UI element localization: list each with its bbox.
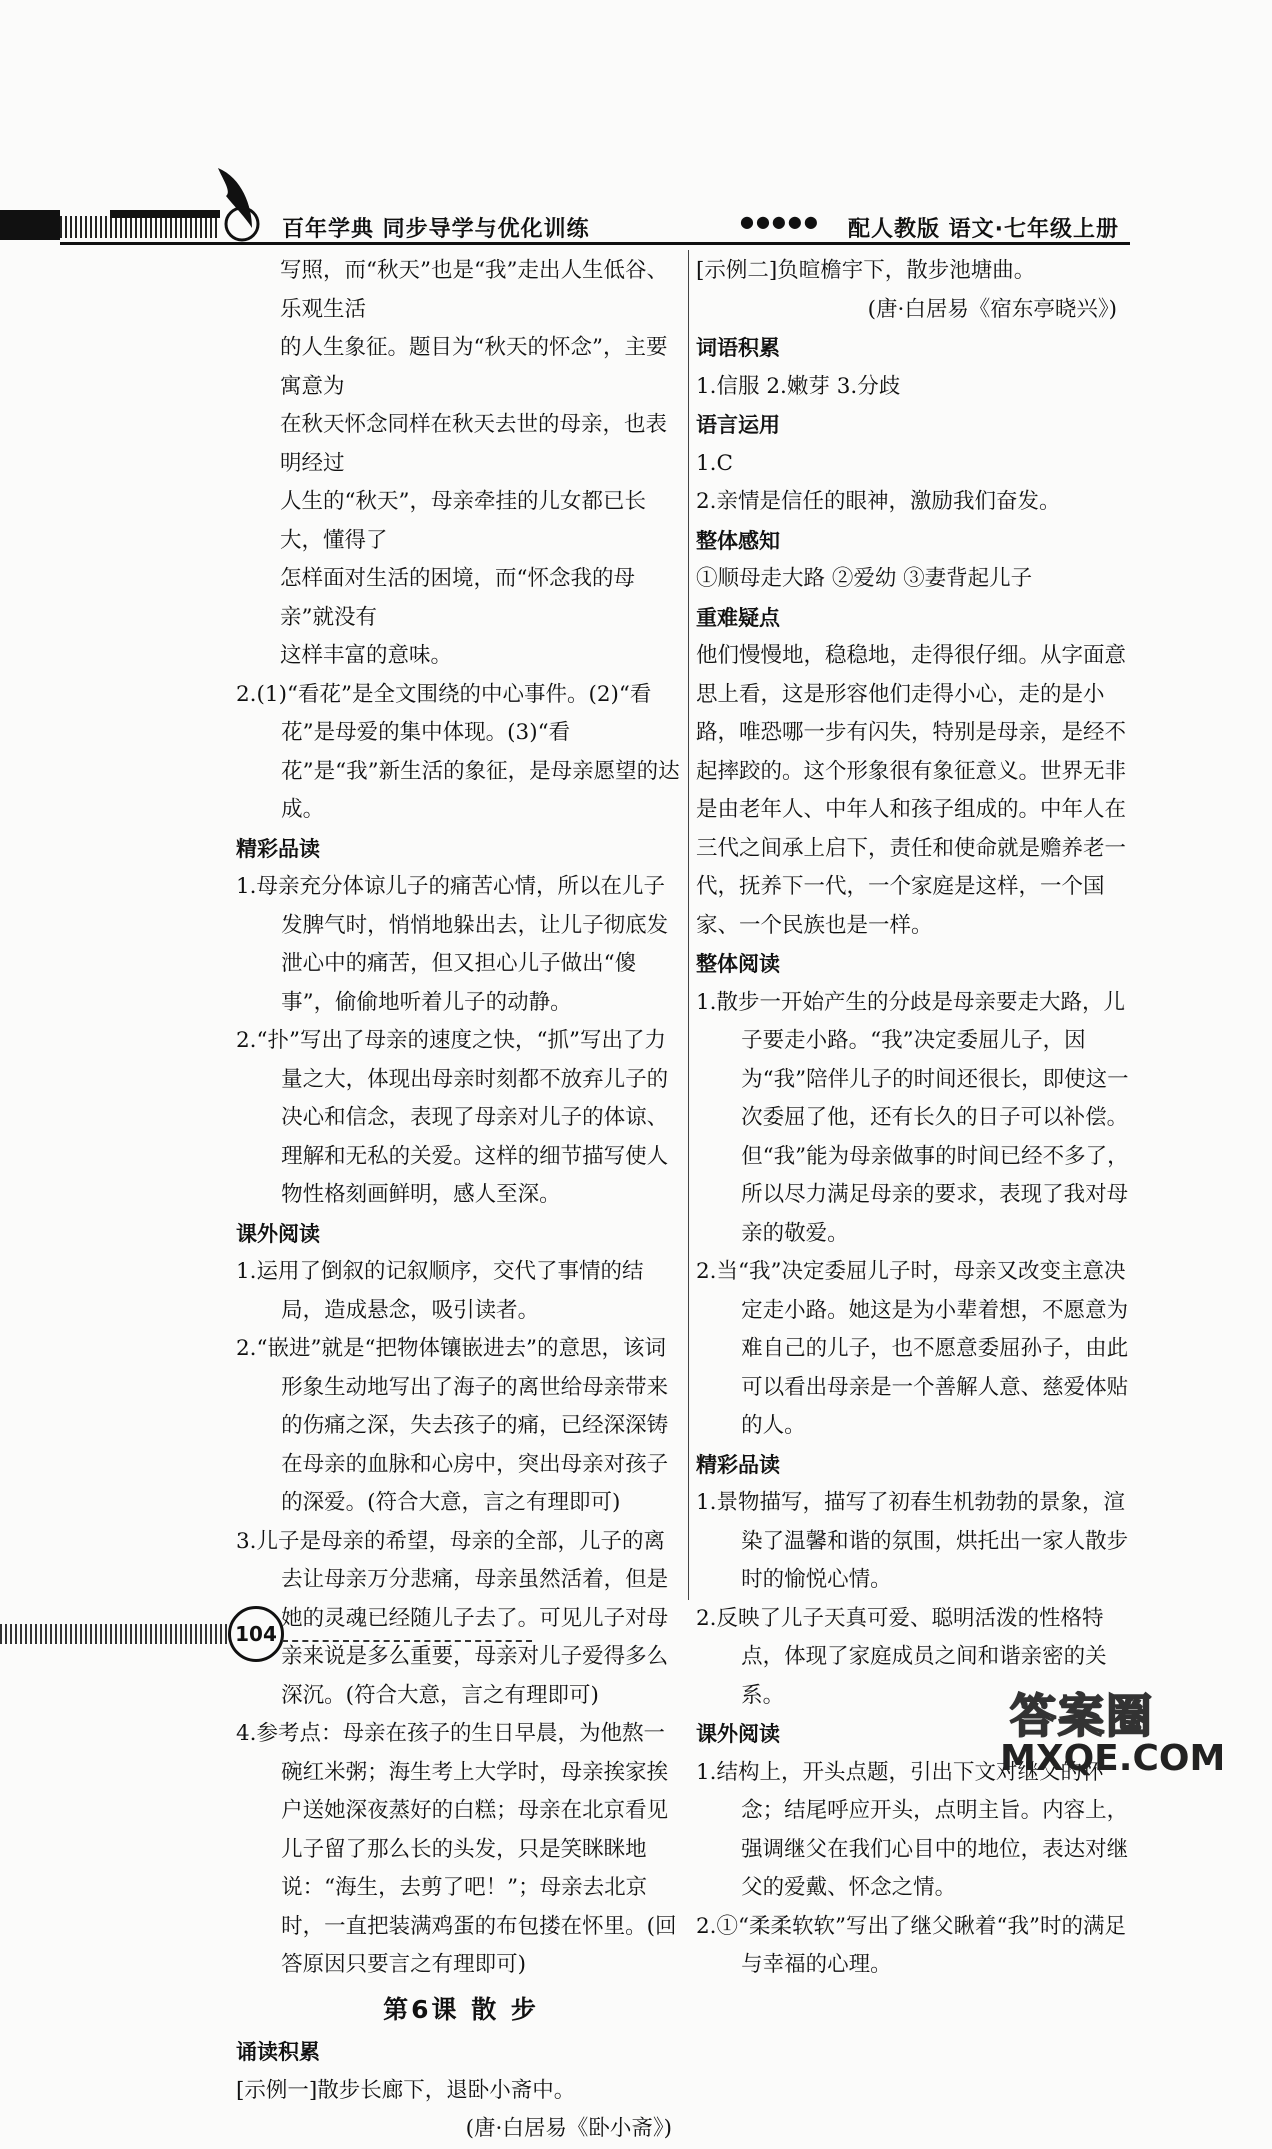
section-heading-ciyu: 词语积累 bbox=[696, 336, 780, 360]
answer-line: ①顺母走大路 ②爱幼 ③妻背起儿子 bbox=[696, 566, 1033, 591]
answer-line: 1.信服 2.嫩芽 3.分歧 bbox=[696, 373, 901, 399]
answer-item: 3.儿子是母亲的希望，母亲的全部，儿子的离去让母亲万分悲痛，母亲虽然活着，但是她的灵魂已经随儿子去了。可见儿子对母亲来说是多么重要，母亲对儿子爱得多么深沉。(符合大意，言之有理即可) bbox=[236, 1528, 669, 1708]
citation: (唐·白居易《卧小斋》) bbox=[465, 2116, 672, 2141]
section-heading-songdu: 诵读积累 bbox=[236, 2040, 320, 2064]
page-header bbox=[0, 210, 1130, 248]
header-brand: 百年学典 同步导学与优化训练 bbox=[282, 217, 590, 242]
answer-item: 2.亲情是信任的眼神，激励我们奋发。 bbox=[696, 489, 1061, 514]
answer-item: 1.景物描写，描写了初春生机勃勃的景象，渲染了温馨和谐的氛围，烘托出一家人散步时的愉悦心情。 bbox=[696, 1490, 1129, 1592]
answer-item: 2.“嵌进”就是“把物体镶嵌进去”的意思，该词形象生动地写出了海子的离世给母亲带来的伤痛之深，失去孩子的痛，已经深深铸在母亲的血脉和心房中，突出母亲对孩子的深爱。(符合大意，言之有理即可) bbox=[236, 1336, 669, 1515]
footer-stripe bbox=[0, 1624, 230, 1644]
example-line: [示例一]散步长廊下，退卧小斋中。 bbox=[236, 2077, 576, 2103]
continued-line: 怎样面对生活的困境，而“怀念我的母亲”就没有 bbox=[280, 566, 635, 630]
left-column bbox=[236, 252, 686, 2149]
example-line: [示例二]负暄檐宇下，散步池塘曲。 bbox=[696, 258, 1036, 283]
page-number: 104 bbox=[228, 1606, 284, 1662]
answer-item: 1.运用了倒叙的记叙顺序，交代了事情的结局，造成悬念，吸引读者。 bbox=[236, 1259, 644, 1323]
answer-item: 2.当“我”决定委屈儿子时，母亲又改变主意决定走小路。她这是为小辈着想，不愿意为难自己的儿子，也不愿意委屈孙子，由此可以看出母亲是一个善解人意、慈爱体贴的人。 bbox=[696, 1259, 1129, 1438]
page-footer bbox=[0, 1600, 560, 1660]
answer-item: 4.参考点：母亲在孩子的生日早晨，为他熬一碗红米粥；海生考上大学时，母亲挨家挨户送她深夜蒸好的白糕；母亲在北京看见儿子留了那么长的头发，只是笑眯眯地说：“海生，去剪了吧！”；母亲去北京时，一直把装满鸡蛋的布包搂在怀里。(回答原因只要言之有理即可) bbox=[236, 1721, 677, 1977]
header-black-bar bbox=[110, 210, 220, 218]
answer-item: 1.结构上，开头点题，引出下文对继父的怀念；结尾呼应开头，点明主旨。内容上，强调继父在我们心目中的地位，表达对继父的爱戴、怀念之情。 bbox=[696, 1759, 1129, 1900]
header-black-block bbox=[0, 210, 60, 240]
answer-paragraph: 他们慢慢地，稳稳地，走得很仔细。从字面意思上看，这是形容他们走得小心，走的是小路，唯恐哪一步有闪失，特别是母亲，是经不起摔跤的。这个形象很有象征意义。世界无非是由老年人、中年人和孩子组成的。中年人在三代之间承上启下，责任和使命就是赡养老一代，抚养下一代，一个家庭是这样，一个国家、一个民族也是一样。 bbox=[696, 643, 1127, 938]
answer-item: 2.①“柔柔软软”写出了继父瞅着“我”时的满足与幸福的心理。 bbox=[696, 1913, 1126, 1977]
continued-line: 人生的“秋天”，母亲牵挂的儿女都已长大，懂得了 bbox=[280, 489, 646, 553]
section-heading-zhongnan: 重难疑点 bbox=[696, 605, 780, 630]
lesson-title: 第6课 散 步 bbox=[383, 1994, 539, 2024]
section-heading-jingcai: 精彩品读 bbox=[236, 836, 320, 861]
answer-item: 2.反映了儿子天真可爱、聪明活泼的性格特点，体现了家庭成员之间和谐亲密的关系。 bbox=[696, 1605, 1107, 1708]
section-heading-kewai: 课外阅读 bbox=[236, 1221, 320, 1246]
quill-logo-icon bbox=[212, 166, 266, 242]
watermark-url: MXQE.COM bbox=[1000, 1738, 1226, 1779]
header-stripe bbox=[60, 216, 220, 238]
footer-dashed-rule bbox=[282, 1640, 532, 1642]
section-heading-kewai: 课外阅读 bbox=[696, 1722, 780, 1746]
section-heading-jingcai: 精彩品读 bbox=[696, 1452, 780, 1477]
answer-item: 1.母亲充分体谅儿子的痛苦心情，所以在儿子发脾气时，悄悄地躲出去，让儿子彻底发泄心中的痛苦，但又担心儿子做出“傻事”，偷偷地听着儿子的动静。 bbox=[236, 874, 669, 1015]
answer-line: 1.C bbox=[696, 450, 733, 476]
continued-line: 在秋天怀念同样在秋天去世的母亲，也表明经过 bbox=[280, 412, 668, 476]
watermark-title: 答案圈 bbox=[1010, 1689, 1154, 1743]
column-divider bbox=[688, 250, 689, 1600]
header-edition: 配人教版 语文·七年级上册 bbox=[848, 217, 1120, 242]
citation: (唐·白居易《宿东亭晓兴》) bbox=[867, 296, 1117, 322]
continued-line: 写照，而“秋天”也是“我”走出人生低谷、乐观生活 bbox=[280, 258, 668, 322]
answer-item: 1.散步一开始产生的分歧是母亲要走大路，儿子要走小路。“我”决定委屈儿子，因为“我”陪伴儿子的时间还很长，即使这一次委屈了他，还有长久的日子可以补偿。但“我”能为母亲做事的时间已经不多了，所以尽力满足母亲的要求，表现了我对母亲的敬爱。 bbox=[696, 989, 1129, 1246]
section-heading-yuyan: 语言运用 bbox=[696, 413, 780, 437]
header-dots: ●●●●● bbox=[740, 212, 820, 231]
section-heading-zhengti: 整体感知 bbox=[696, 528, 780, 553]
watermark-logo bbox=[1000, 1680, 1264, 1792]
answer-item: 2.“扑”写出了母亲的速度之快，“抓”写出了力量之大，体现出母亲时刻都不放弃儿子的决心和信念，表现了母亲对儿子的体谅、理解和无私的关爱。这样的细节描写使人物性格刻画鲜明，感人至深。 bbox=[236, 1028, 669, 1207]
section-heading-zhengtiyuedu: 整体阅读 bbox=[696, 952, 780, 976]
answer-item: 2.(1)“看花”是全文围绕的中心事件。(2)“看花”是母爱的集中体现。(3)“看花”是“我”新生活的象征，是母亲愿望的达成。 bbox=[236, 681, 680, 822]
continued-line: 的人生象征。题目为“秋天的怀念”，主要寓意为 bbox=[280, 335, 668, 399]
continued-line: 这样丰富的意味。 bbox=[280, 643, 453, 668]
